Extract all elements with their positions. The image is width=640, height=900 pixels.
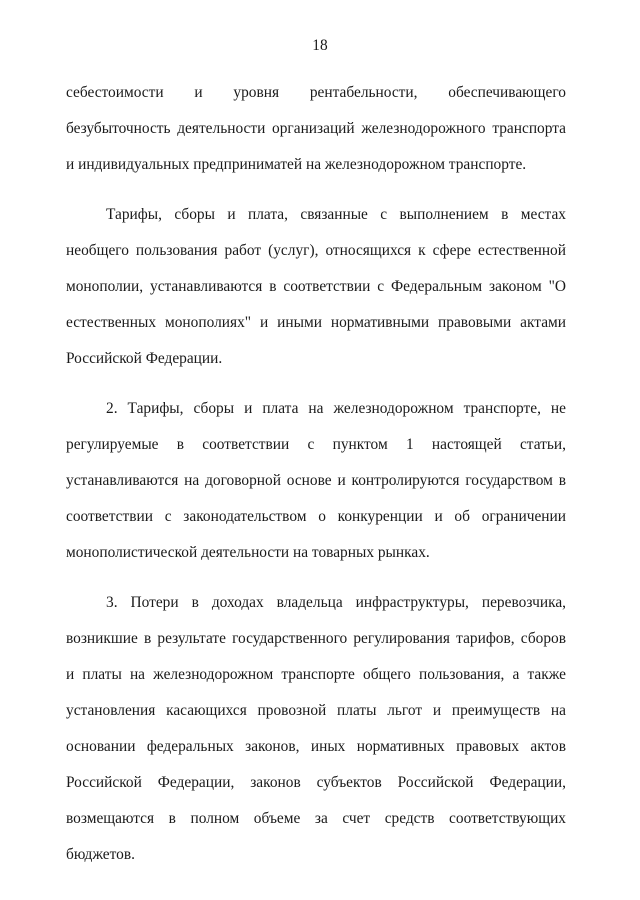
text-line: соответствии с законодательством о конкуренции и об ограничении: [66, 508, 566, 525]
text-line: основании федеральных законов, иных нормативных правовых актов: [66, 738, 566, 755]
text-line: установления касающихся провозной платы льгот и преимуществ на: [66, 702, 566, 719]
text-line: и индивидуальных предприниматей на железнодорожном транспорте.: [66, 156, 527, 173]
body-text: [66, 75, 566, 873]
paragraph-tariffs-non-public: [66, 197, 566, 377]
page-number: 18: [312, 37, 328, 54]
text-line: 2. Тарифы, сборы и плата на железнодорожном транспорте, не: [106, 400, 566, 417]
text-line: Российской Федерации.: [66, 350, 223, 367]
text-line: бюджетов.: [66, 846, 135, 863]
paragraph-item-3: [66, 585, 566, 873]
text-line: себестоимости и уровня рентабельности, обеспечивающего: [66, 84, 566, 101]
text-line: регулируемые в соответствии с пунктом 1 настоящей статьи,: [66, 436, 566, 453]
text-line: монополии, устанавливаются в соответствии с Федеральным законом "О: [66, 278, 566, 295]
text-line: Тарифы, сборы и плата, связанные с выполнением в местах: [106, 206, 566, 223]
text-line: устанавливаются на договорной основе и контролируются государством в: [66, 472, 566, 489]
text-line: безубыточность деятельности организаций железнодорожного транспорта: [66, 120, 566, 137]
text-line: и платы на железнодорожном транспорте общего пользования, а также: [66, 666, 566, 683]
text-line: возмещаются в полном объеме за счет средств соответствующих: [66, 810, 566, 827]
text-line: необщего пользования работ (услуг), относящихся к сфере естественной: [66, 242, 566, 259]
paragraph-continuation: [66, 75, 566, 183]
text-line: естественных монополиях" и иными нормативными правовыми актами: [66, 314, 566, 331]
text-line: Российской Федерации, законов субъектов Российской Федерации,: [66, 774, 566, 791]
text-line: монополистической деятельности на товарных рынках.: [66, 544, 430, 561]
text-line: возникшие в результате государственного регулирования тарифов, сборов: [66, 630, 566, 647]
paragraph-item-2: [66, 391, 566, 571]
text-line: 3. Потери в доходах владельца инфраструктуры, перевозчика,: [106, 594, 566, 611]
